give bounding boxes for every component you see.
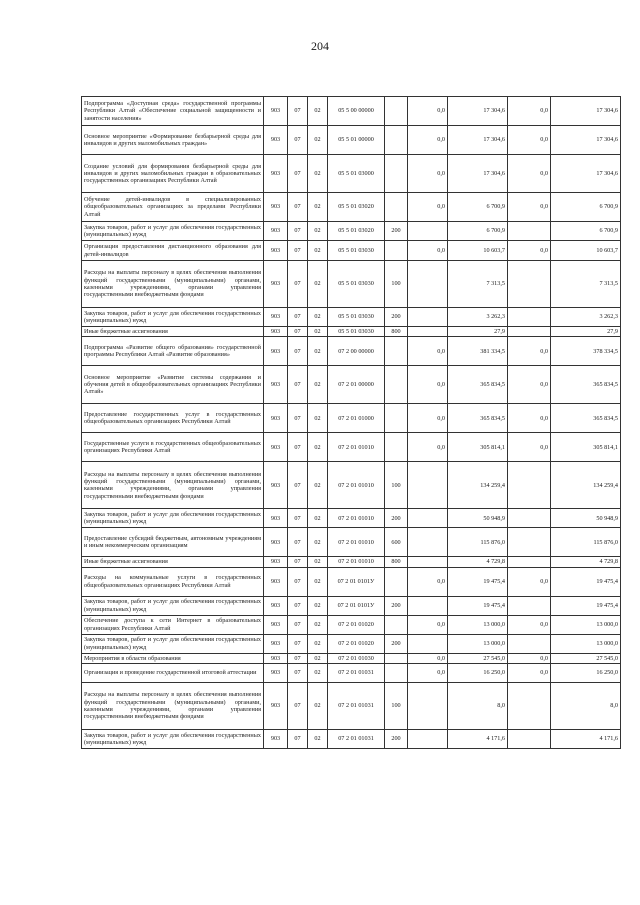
amount-4: 4 171,6 bbox=[551, 729, 621, 748]
row-name: Организация предоставления дистанционного образования для детей-инвалидов bbox=[82, 241, 264, 261]
amount-1 bbox=[408, 528, 448, 557]
table-row bbox=[82, 653, 621, 663]
subsection-code: 02 bbox=[308, 462, 328, 509]
target-article-code: 07 2 00 00000 bbox=[328, 337, 385, 366]
section-code: 07 bbox=[288, 615, 308, 634]
amount-1: 0,0 bbox=[408, 366, 448, 404]
subsection-code: 02 bbox=[308, 509, 328, 528]
amount-4: 134 259,4 bbox=[551, 462, 621, 509]
table-row bbox=[82, 241, 621, 261]
target-article-code: 07 2 01 01020 bbox=[328, 634, 385, 653]
row-name: Основное мероприятие «Развитие системы содержания и обучения детей в общеобразовательных организациях Республики Алтай» bbox=[82, 366, 264, 404]
expense-type-code: 100 bbox=[385, 261, 408, 308]
amount-1 bbox=[408, 596, 448, 615]
amount-3: 0,0 bbox=[508, 337, 551, 366]
amount-3: 0,0 bbox=[508, 193, 551, 222]
target-article-code: 07 2 01 00000 bbox=[328, 366, 385, 404]
amount-4: 115 876,0 bbox=[551, 528, 621, 557]
grbs-code: 903 bbox=[264, 97, 288, 126]
grbs-code: 903 bbox=[264, 634, 288, 653]
row-name: Иные бюджетные ассигнования bbox=[82, 327, 264, 337]
expense-type-code: 200 bbox=[385, 222, 408, 241]
expense-type-code bbox=[385, 126, 408, 155]
expense-type-code: 200 bbox=[385, 509, 408, 528]
table-row bbox=[82, 433, 621, 462]
table-row bbox=[82, 404, 621, 433]
amount-3 bbox=[508, 462, 551, 509]
target-article-code: 05 5 01 03030 bbox=[328, 241, 385, 261]
section-code: 07 bbox=[288, 509, 308, 528]
amount-2: 19 475,4 bbox=[448, 567, 508, 596]
amount-1 bbox=[408, 634, 448, 653]
amount-1: 0,0 bbox=[408, 663, 448, 682]
section-code: 07 bbox=[288, 557, 308, 567]
amount-4: 365 834,5 bbox=[551, 366, 621, 404]
expense-type-code: 800 bbox=[385, 557, 408, 567]
target-article-code: 05 5 01 03020 bbox=[328, 193, 385, 222]
grbs-code: 903 bbox=[264, 682, 288, 729]
amount-3 bbox=[508, 557, 551, 567]
expense-type-code bbox=[385, 193, 408, 222]
amount-2: 115 876,0 bbox=[448, 528, 508, 557]
section-code: 07 bbox=[288, 663, 308, 682]
subsection-code: 02 bbox=[308, 634, 328, 653]
amount-4: 7 313,5 bbox=[551, 261, 621, 308]
amount-1: 0,0 bbox=[408, 97, 448, 126]
amount-3: 0,0 bbox=[508, 653, 551, 663]
grbs-code: 903 bbox=[264, 462, 288, 509]
row-name: Организация и проведение государственной итоговой аттестации bbox=[82, 663, 264, 682]
amount-1: 0,0 bbox=[408, 404, 448, 433]
amount-3: 0,0 bbox=[508, 366, 551, 404]
amount-3: 0,0 bbox=[508, 155, 551, 193]
row-name: Расходы на выплаты персоналу в целях обеспечения выполнения функций государственными (муниципальными) органами, казенными учреждениями, органами управления государственными внебюджетными фондами bbox=[82, 261, 264, 308]
table-row bbox=[82, 509, 621, 528]
row-name: Мероприятия в области образования bbox=[82, 653, 264, 663]
row-name: Расходы на коммунальные услуги в государственных общеобразовательных организациях Республики Алтай bbox=[82, 567, 264, 596]
row-name: Предоставление государственных услуг в государственных общеобразовательных организациях Республики Алтай bbox=[82, 404, 264, 433]
grbs-code: 903 bbox=[264, 337, 288, 366]
table-row bbox=[82, 308, 621, 327]
amount-2: 16 250,0 bbox=[448, 663, 508, 682]
amount-1 bbox=[408, 222, 448, 241]
section-code: 07 bbox=[288, 567, 308, 596]
amount-4: 13 000,0 bbox=[551, 615, 621, 634]
row-name: Закупка товаров, работ и услуг для обеспечения государственных (муниципальных) нужд bbox=[82, 634, 264, 653]
subsection-code: 02 bbox=[308, 404, 328, 433]
amount-3: 0,0 bbox=[508, 663, 551, 682]
row-name: Предоставление субсидий бюджетным, автономным учреждениям и иным некоммерческим организациям bbox=[82, 528, 264, 557]
amount-1: 0,0 bbox=[408, 615, 448, 634]
subsection-code: 02 bbox=[308, 653, 328, 663]
grbs-code: 903 bbox=[264, 729, 288, 748]
amount-1: 0,0 bbox=[408, 155, 448, 193]
subsection-code: 02 bbox=[308, 222, 328, 241]
row-name: Иные бюджетные ассигнования bbox=[82, 557, 264, 567]
amount-4: 16 250,0 bbox=[551, 663, 621, 682]
budget-table bbox=[81, 96, 621, 749]
amount-4: 50 948,9 bbox=[551, 509, 621, 528]
amount-1: 0,0 bbox=[408, 433, 448, 462]
row-name: Закупка товаров, работ и услуг для обеспечения государственных (муниципальных) нужд bbox=[82, 729, 264, 748]
target-article-code: 05 5 01 03030 bbox=[328, 327, 385, 337]
amount-2: 13 000,0 bbox=[448, 634, 508, 653]
amount-1 bbox=[408, 261, 448, 308]
subsection-code: 02 bbox=[308, 193, 328, 222]
amount-1: 0,0 bbox=[408, 653, 448, 663]
grbs-code: 903 bbox=[264, 557, 288, 567]
section-code: 07 bbox=[288, 97, 308, 126]
amount-4: 3 262,3 bbox=[551, 308, 621, 327]
expense-type-code bbox=[385, 653, 408, 663]
target-article-code: 07 2 01 01030 bbox=[328, 653, 385, 663]
target-article-code: 05 5 01 03000 bbox=[328, 155, 385, 193]
amount-1 bbox=[408, 462, 448, 509]
expense-type-code bbox=[385, 337, 408, 366]
subsection-code: 02 bbox=[308, 126, 328, 155]
section-code: 07 bbox=[288, 337, 308, 366]
amount-3 bbox=[508, 308, 551, 327]
section-code: 07 bbox=[288, 366, 308, 404]
grbs-code: 903 bbox=[264, 126, 288, 155]
target-article-code: 07 2 01 0101У bbox=[328, 567, 385, 596]
amount-1 bbox=[408, 509, 448, 528]
subsection-code: 02 bbox=[308, 366, 328, 404]
table-row bbox=[82, 222, 621, 241]
row-name: Закупка товаров, работ и услуг для обеспечения государственных (муниципальных) нужд bbox=[82, 308, 264, 327]
target-article-code: 07 2 01 01010 bbox=[328, 557, 385, 567]
subsection-code: 02 bbox=[308, 596, 328, 615]
table-row bbox=[82, 682, 621, 729]
table-row bbox=[82, 193, 621, 222]
expense-type-code: 200 bbox=[385, 634, 408, 653]
amount-2: 8,0 bbox=[448, 682, 508, 729]
table-body bbox=[82, 97, 621, 749]
subsection-code: 02 bbox=[308, 729, 328, 748]
section-code: 07 bbox=[288, 462, 308, 509]
section-code: 07 bbox=[288, 596, 308, 615]
section-code: 07 bbox=[288, 241, 308, 261]
target-article-code: 07 2 01 01020 bbox=[328, 615, 385, 634]
amount-4: 17 304,6 bbox=[551, 155, 621, 193]
subsection-code: 02 bbox=[308, 663, 328, 682]
expense-type-code: 100 bbox=[385, 682, 408, 729]
target-article-code: 07 2 01 01031 bbox=[328, 663, 385, 682]
grbs-code: 903 bbox=[264, 509, 288, 528]
amount-3 bbox=[508, 222, 551, 241]
table-row bbox=[82, 155, 621, 193]
amount-2: 17 304,6 bbox=[448, 126, 508, 155]
target-article-code: 07 2 01 0101У bbox=[328, 596, 385, 615]
section-code: 07 bbox=[288, 682, 308, 729]
table-row bbox=[82, 261, 621, 308]
row-name: Государственные услуги в государственных общеобразовательных организациях Республики Алтай bbox=[82, 433, 264, 462]
amount-4: 17 304,6 bbox=[551, 126, 621, 155]
section-code: 07 bbox=[288, 729, 308, 748]
row-name: Закупка товаров, работ и услуг для обеспечения государственных (муниципальных) нужд bbox=[82, 222, 264, 241]
section-code: 07 bbox=[288, 155, 308, 193]
amount-4: 4 729,8 bbox=[551, 557, 621, 567]
amount-2: 4 171,6 bbox=[448, 729, 508, 748]
expense-type-code: 100 bbox=[385, 462, 408, 509]
grbs-code: 903 bbox=[264, 193, 288, 222]
amount-2: 381 334,5 bbox=[448, 337, 508, 366]
amount-3: 0,0 bbox=[508, 241, 551, 261]
row-name: Закупка товаров, работ и услуг для обеспечения государственных (муниципальных) нужд bbox=[82, 596, 264, 615]
amount-3: 0,0 bbox=[508, 433, 551, 462]
row-name: Обеспечение доступа к сети Интернет в образовательных организациях Республики Алтай bbox=[82, 615, 264, 634]
target-article-code: 07 2 01 01010 bbox=[328, 509, 385, 528]
amount-2: 27,9 bbox=[448, 327, 508, 337]
expense-type-code bbox=[385, 567, 408, 596]
amount-2: 6 700,9 bbox=[448, 193, 508, 222]
target-article-code: 07 2 01 01010 bbox=[328, 462, 385, 509]
subsection-code: 02 bbox=[308, 557, 328, 567]
target-article-code: 07 2 01 01031 bbox=[328, 729, 385, 748]
amount-2: 13 000,0 bbox=[448, 615, 508, 634]
section-code: 07 bbox=[288, 528, 308, 557]
expense-type-code: 600 bbox=[385, 528, 408, 557]
amount-3 bbox=[508, 682, 551, 729]
amount-4: 27 545,0 bbox=[551, 653, 621, 663]
table-row bbox=[82, 366, 621, 404]
amount-1 bbox=[408, 308, 448, 327]
target-article-code: 05 5 01 00000 bbox=[328, 126, 385, 155]
target-article-code: 05 5 01 03030 bbox=[328, 308, 385, 327]
amount-3 bbox=[508, 596, 551, 615]
section-code: 07 bbox=[288, 261, 308, 308]
expense-type-code bbox=[385, 615, 408, 634]
table-row bbox=[82, 97, 621, 126]
target-article-code: 05 5 01 03020 bbox=[328, 222, 385, 241]
amount-2: 3 262,3 bbox=[448, 308, 508, 327]
amount-4: 305 814,1 bbox=[551, 433, 621, 462]
amount-2: 50 948,9 bbox=[448, 509, 508, 528]
target-article-code: 05 5 00 00000 bbox=[328, 97, 385, 126]
amount-2: 305 814,1 bbox=[448, 433, 508, 462]
amount-1: 0,0 bbox=[408, 241, 448, 261]
amount-3: 0,0 bbox=[508, 126, 551, 155]
expense-type-code: 800 bbox=[385, 327, 408, 337]
section-code: 07 bbox=[288, 327, 308, 337]
target-article-code: 07 2 01 01010 bbox=[328, 433, 385, 462]
expense-type-code bbox=[385, 241, 408, 261]
subsection-code: 02 bbox=[308, 155, 328, 193]
amount-1 bbox=[408, 557, 448, 567]
table-row bbox=[82, 634, 621, 653]
grbs-code: 903 bbox=[264, 615, 288, 634]
amount-4: 8,0 bbox=[551, 682, 621, 729]
amount-3: 0,0 bbox=[508, 97, 551, 126]
target-article-code: 07 2 01 01000 bbox=[328, 404, 385, 433]
subsection-code: 02 bbox=[308, 337, 328, 366]
amount-4: 378 334,5 bbox=[551, 337, 621, 366]
section-code: 07 bbox=[288, 193, 308, 222]
table-row bbox=[82, 126, 621, 155]
row-name: Подпрограмма «Доступная среда» государственной программы Республики Алтай «Обеспечение социальной защищенности и занятости населения» bbox=[82, 97, 264, 126]
section-code: 07 bbox=[288, 634, 308, 653]
page-number: 204 bbox=[311, 39, 329, 53]
subsection-code: 02 bbox=[308, 615, 328, 634]
amount-4: 10 603,7 bbox=[551, 241, 621, 261]
amount-1: 0,0 bbox=[408, 337, 448, 366]
target-article-code: 07 2 01 01031 bbox=[328, 682, 385, 729]
amount-1 bbox=[408, 729, 448, 748]
expense-type-code: 200 bbox=[385, 308, 408, 327]
grbs-code: 903 bbox=[264, 528, 288, 557]
amount-2: 17 304,6 bbox=[448, 97, 508, 126]
table-row bbox=[82, 557, 621, 567]
table-row bbox=[82, 327, 621, 337]
amount-2: 365 834,5 bbox=[448, 404, 508, 433]
grbs-code: 903 bbox=[264, 404, 288, 433]
amount-2: 19 475,4 bbox=[448, 596, 508, 615]
amount-3 bbox=[508, 634, 551, 653]
expense-type-code: 200 bbox=[385, 596, 408, 615]
amount-3: 0,0 bbox=[508, 404, 551, 433]
subsection-code: 02 bbox=[308, 97, 328, 126]
table-row bbox=[82, 462, 621, 509]
amount-3: 0,0 bbox=[508, 567, 551, 596]
row-name: Обучение детей-инвалидов в специализированных общеобразовательных организациях за пределами Республики Алтай bbox=[82, 193, 264, 222]
subsection-code: 02 bbox=[308, 261, 328, 308]
grbs-code: 903 bbox=[264, 261, 288, 308]
amount-3 bbox=[508, 327, 551, 337]
amount-2: 7 313,5 bbox=[448, 261, 508, 308]
amount-2: 6 700,9 bbox=[448, 222, 508, 241]
amount-2: 134 259,4 bbox=[448, 462, 508, 509]
table-row bbox=[82, 663, 621, 682]
expense-type-code bbox=[385, 404, 408, 433]
amount-4: 19 475,4 bbox=[551, 596, 621, 615]
row-name: Основное мероприятие «Формирование безбарьерной среды для инвалидов и других маломобильных граждан» bbox=[82, 126, 264, 155]
amount-4: 6 700,9 bbox=[551, 193, 621, 222]
amount-4: 17 304,6 bbox=[551, 97, 621, 126]
amount-1: 0,0 bbox=[408, 126, 448, 155]
grbs-code: 903 bbox=[264, 567, 288, 596]
amount-2: 365 834,5 bbox=[448, 366, 508, 404]
amount-3 bbox=[508, 509, 551, 528]
grbs-code: 903 bbox=[264, 663, 288, 682]
amount-2: 27 545,0 bbox=[448, 653, 508, 663]
grbs-code: 903 bbox=[264, 433, 288, 462]
subsection-code: 02 bbox=[308, 682, 328, 729]
subsection-code: 02 bbox=[308, 433, 328, 462]
section-code: 07 bbox=[288, 308, 308, 327]
expense-type-code: 200 bbox=[385, 729, 408, 748]
grbs-code: 903 bbox=[264, 308, 288, 327]
grbs-code: 903 bbox=[264, 155, 288, 193]
amount-2: 17 304,6 bbox=[448, 155, 508, 193]
expense-type-code bbox=[385, 155, 408, 193]
grbs-code: 903 bbox=[264, 327, 288, 337]
grbs-code: 903 bbox=[264, 222, 288, 241]
amount-3 bbox=[508, 729, 551, 748]
row-name: Расходы на выплаты персоналу в целях обеспечения выполнения функций государственными (муниципальными) органами, казенными учреждениями, органами управления государственными внебюджетными фондами bbox=[82, 682, 264, 729]
amount-1 bbox=[408, 682, 448, 729]
expense-type-code bbox=[385, 366, 408, 404]
grbs-code: 903 bbox=[264, 366, 288, 404]
subsection-code: 02 bbox=[308, 241, 328, 261]
row-name: Подпрограмма «Развитие общего образования» государственной программы Республики Алтай «Развитие образования» bbox=[82, 337, 264, 366]
amount-3: 0,0 bbox=[508, 615, 551, 634]
amount-1: 0,0 bbox=[408, 567, 448, 596]
expense-type-code bbox=[385, 97, 408, 126]
amount-4: 27,9 bbox=[551, 327, 621, 337]
grbs-code: 903 bbox=[264, 653, 288, 663]
section-code: 07 bbox=[288, 653, 308, 663]
amount-4: 6 700,9 bbox=[551, 222, 621, 241]
section-code: 07 bbox=[288, 404, 308, 433]
grbs-code: 903 bbox=[264, 241, 288, 261]
subsection-code: 02 bbox=[308, 327, 328, 337]
row-name: Создание условий для формирования безбарьерной среды для инвалидов и других маломобильных граждан в образовательных государственных организациях Республики Алтай bbox=[82, 155, 264, 193]
amount-2: 4 729,8 bbox=[448, 557, 508, 567]
amount-4: 19 475,4 bbox=[551, 567, 621, 596]
amount-2: 10 603,7 bbox=[448, 241, 508, 261]
table-row bbox=[82, 615, 621, 634]
amount-1: 0,0 bbox=[408, 193, 448, 222]
amount-3 bbox=[508, 528, 551, 557]
expense-type-code bbox=[385, 663, 408, 682]
table-row bbox=[82, 337, 621, 366]
amount-1 bbox=[408, 327, 448, 337]
subsection-code: 02 bbox=[308, 567, 328, 596]
amount-3 bbox=[508, 261, 551, 308]
section-code: 07 bbox=[288, 433, 308, 462]
table-row bbox=[82, 567, 621, 596]
section-code: 07 bbox=[288, 126, 308, 155]
grbs-code: 903 bbox=[264, 596, 288, 615]
row-name: Расходы на выплаты персоналу в целях обеспечения выполнения функций государственными (муниципальными) органами, казенными учреждениями, органами управления государственными внебюджетными фондами bbox=[82, 462, 264, 509]
table-row bbox=[82, 528, 621, 557]
target-article-code: 05 5 01 03030 bbox=[328, 261, 385, 308]
subsection-code: 02 bbox=[308, 308, 328, 327]
subsection-code: 02 bbox=[308, 528, 328, 557]
target-article-code: 07 2 01 01010 bbox=[328, 528, 385, 557]
table-row bbox=[82, 596, 621, 615]
row-name: Закупка товаров, работ и услуг для обеспечения государственных (муниципальных) нужд bbox=[82, 509, 264, 528]
table-row bbox=[82, 729, 621, 748]
amount-4: 13 000,0 bbox=[551, 634, 621, 653]
expense-type-code bbox=[385, 433, 408, 462]
amount-4: 365 834,5 bbox=[551, 404, 621, 433]
section-code: 07 bbox=[288, 222, 308, 241]
